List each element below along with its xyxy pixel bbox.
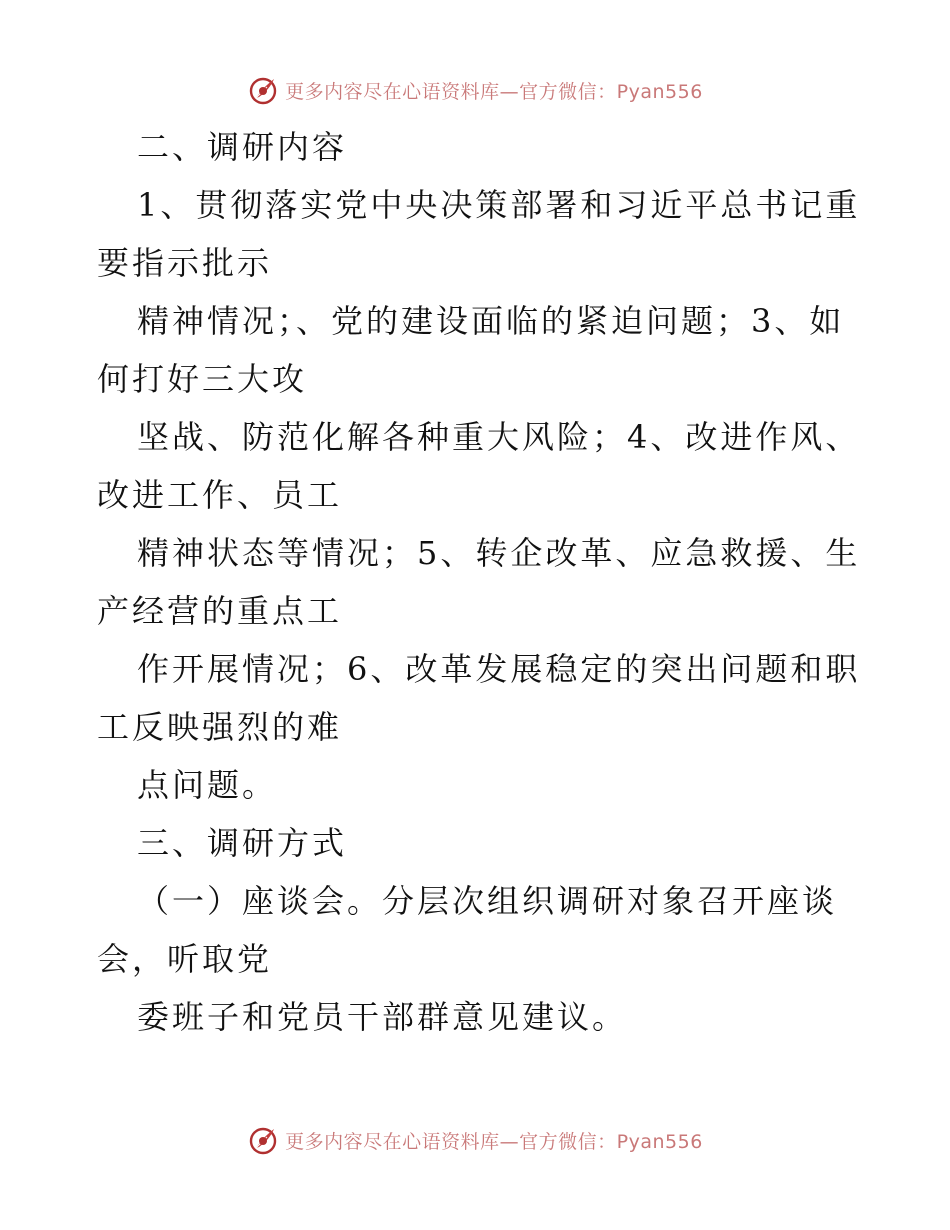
text-line: 要指示批示 [97, 244, 273, 282]
text-line: 委班子和党员干部群意见建议。 [137, 998, 628, 1036]
text-line: 精神状态等情况；5、转企改革、应急救援、生 [137, 534, 861, 572]
document-body [97, 118, 861, 1046]
feather-pen-logo-icon [247, 1124, 279, 1156]
text-line: 三、调研方式 [137, 824, 348, 862]
text-line: 改进工作、员工 [97, 476, 343, 514]
text-line: 何打好三大攻 [97, 360, 308, 398]
text-line: 二、调研内容 [137, 128, 348, 166]
text-line: 作开展情况；6、改革发展稳定的突出问题和职 [137, 650, 861, 688]
watermark-footer [0, 1120, 950, 1160]
text-line: （一）座谈会。分层次组织调研对象召开座谈 [137, 882, 838, 920]
text-line: 产经营的重点工 [97, 592, 343, 630]
watermark-text: 更多内容尽在心语资料库—官方微信：Pyan556 [285, 1130, 703, 1153]
text-line: 坚战、防范化解各种重大风险；4、改进作风、 [137, 418, 861, 456]
text-line: 会，听取党 [97, 940, 273, 978]
text-line: 工反映强烈的难 [97, 708, 343, 746]
text-line: 点问题。 [137, 766, 278, 804]
watermark-header [0, 70, 950, 110]
text-line: 精神情况；、党的建设面临的紧迫问题；3、如 [137, 302, 845, 340]
watermark-text: 更多内容尽在心语资料库—官方微信：Pyan556 [285, 80, 703, 103]
feather-pen-logo-icon [247, 74, 279, 106]
text-line: 1、贯彻落实党中央决策部署和习近平总书记重 [137, 186, 861, 224]
